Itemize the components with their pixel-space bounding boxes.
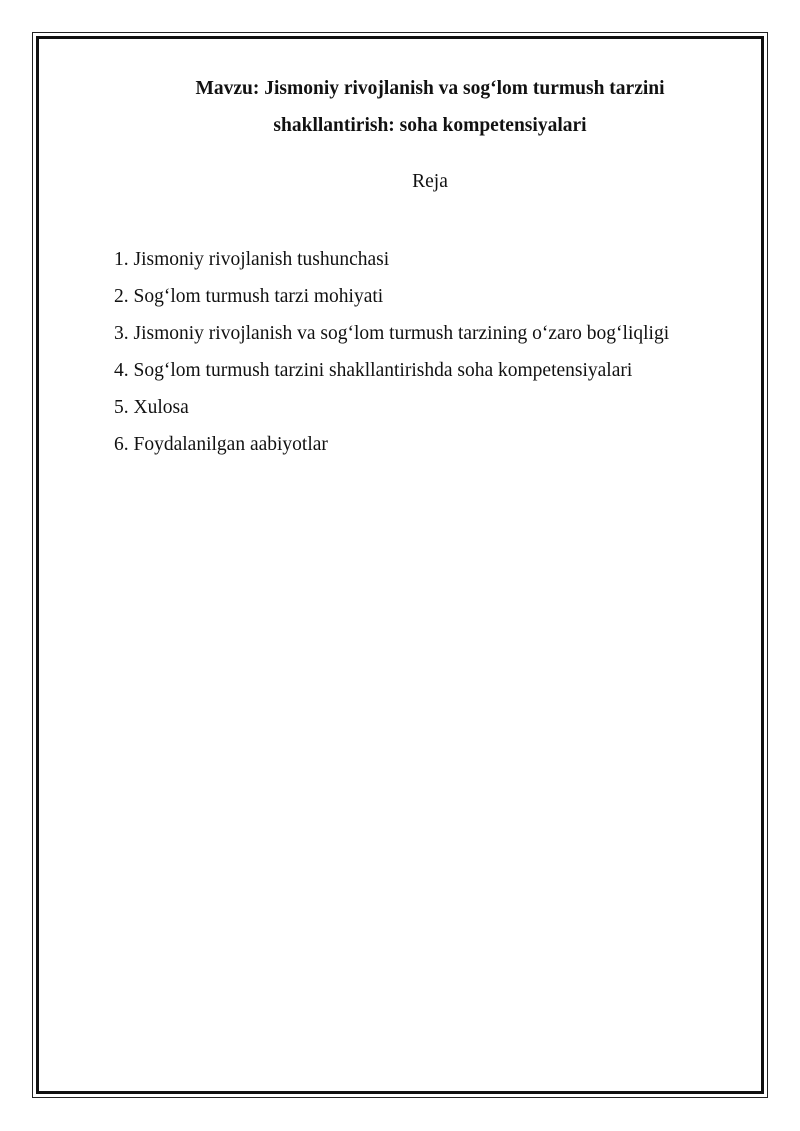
plan-item-3: 3. Jismoniy rivojlanish va sog‘lom turmush tarzining o‘zaro bog‘liqligi bbox=[114, 323, 670, 344]
title-line-1: Mavzu: Jismoniy rivojlanish va sog‘lom turmush tarzini bbox=[195, 78, 665, 99]
plan-item-5: 5. Xulosa bbox=[114, 397, 189, 418]
document-title bbox=[60, 70, 800, 144]
plan-item-2: 2. Sog‘lom turmush tarzi mohiyati bbox=[114, 286, 384, 307]
plan-list bbox=[114, 241, 669, 463]
title-line-2: shakllantirish: soha kompetensiyalari bbox=[273, 115, 587, 136]
plan-item-1: 1. Jismoniy rivojlanish tushunchasi bbox=[114, 249, 390, 270]
plan-item-6: 6. Foydalanilgan aabiyotlar bbox=[114, 434, 328, 455]
plan-heading: Reja bbox=[412, 171, 448, 192]
page-border-inner bbox=[36, 36, 764, 1094]
plan-item-4: 4. Sog‘lom turmush tarzini shakllantirishda soha kompetensiyalari bbox=[114, 360, 633, 381]
